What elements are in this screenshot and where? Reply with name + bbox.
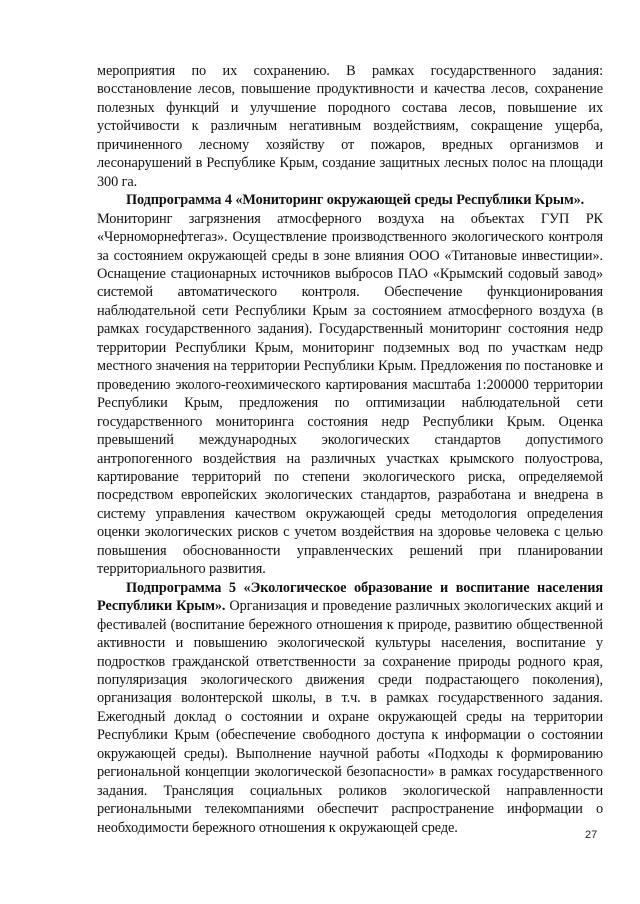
- subprogram-4-title: Подпрограмма 4 «Мониторинг окружающей среды Республики Крым».: [126, 192, 585, 209]
- paragraph-subprogram-5: [97, 579, 603, 837]
- subprogram-5-title: Подпрограмма 5 «Экологическое образование и воспитание населения Республики Крым».: [97, 579, 603, 615]
- document-body: [97, 62, 603, 837]
- subprogram-5-body: Организация и проведение различных экологических акций и фестивалей (воспитание бережного отношения к природе, развитию общественной активности и повышению экологической культуры населения, воспитание у подростков гражданской ответственности за сохранение природы родного края, популяризация экологического движения среди подрастающего поколения), организация волонтерской школы, в т.ч. в рамках государственного задания. Ежегодный доклад о состоянии и охране окружающей среды на территории Республики Крым (обеспечение свободного доступа к информации о состоянии окружающей среды). Выполнение научной работы «Подходы к формированию региональной концепции экологической безопасности» в рамках государственного задания. Трансляция социальных роликов экологической направленности региональными телекомпаниями обеспечит распространение информации о необходимости бережного отношения к окружающей среде.: [97, 598, 604, 836]
- paragraph-forest-measures: мероприятия по их сохранению. В рамках государственного задания: восстановление лесов, повышение продуктивности и качества лесов, сохранение полезных функций и улучшение породного состава лесов, повышение их устойчивости к различным негативным воздействиям, сокращение ущерба, причиненного лесному хозяйству от пожаров, вредных организмов и лесонарушений в Республике Крым, создание защитных лесных полос на площади 300 га.: [97, 63, 603, 190]
- page-number: 27: [585, 829, 598, 841]
- paragraph-subprogram-4: Мониторинг загрязнения атмосферного воздуха на объектах ГУП РК «Черноморнефтегаз». Осуществление производственного экологического контроля за состоянием окружающей среды в зоне влияния ООО «Титановые инвестиции». Оснащение стационарных источников выбросов ПАО «Крымский содовый завод» системой автоматического контроля. Обеспечение функционирования наблюдательной сети Республики Крым за состоянием атмосферного воздуха (в рамках государственного задания). Государственный мониторинг состояния недр территории Республики Крым, мониторинг подземных вод по участкам недр местного значения на территории Республики Крым. Предложения по постановке и проведению эколого-геохимического картирования масштаба 1:200000 территории Республики Крым, предложения по оптимизации наблюдательной сети государственного мониторинга состояния недр Республики Крым. Оценка превышений международных экологических стандартов допустимого антропогенного воздействия на различных участках крымского полуострова, картирование территорий по степени экологического риска, определяемой посредством европейских экологических стандартов, разработана и внедрена в систему управления качеством окружающей среды методология определения оценки экологических рисков с учетом воздействия на здоровье человека с целью повышения обоснованности управленческих решений при планировании территориального развития.: [97, 210, 603, 578]
